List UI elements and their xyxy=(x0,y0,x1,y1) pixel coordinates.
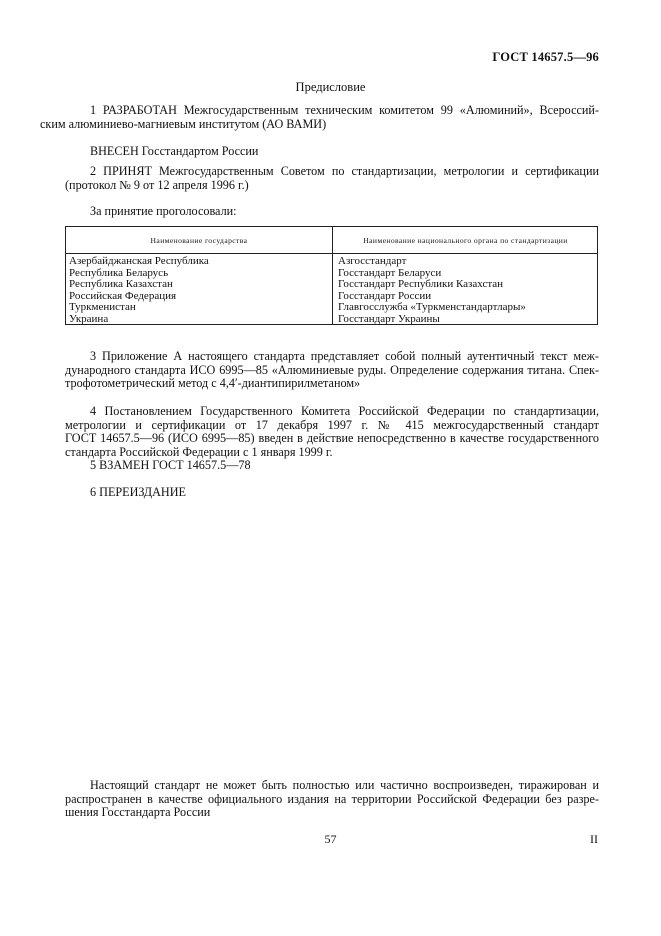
table-column-states xyxy=(69,256,327,326)
paragraph-2 xyxy=(65,165,599,192)
table-cell-state: Российская Федерация xyxy=(69,289,177,302)
paragraph-6: 6 ПЕРЕИЗДАНИЕ xyxy=(90,485,186,499)
page-number: 57 xyxy=(324,832,337,846)
page-roman-numeral: II xyxy=(590,832,598,846)
table-cell-body: Госстандарт Республики Казахстан xyxy=(338,278,504,291)
paragraph-2-line-2: (протокол № 9 от 12 апреля 1996 г.) xyxy=(65,177,249,192)
paragraph-4-line-3: ГОСТ 14657.5—96 (ИСО 6995—85) введен в действие непосредственно в качестве государственного xyxy=(65,431,599,446)
states-table xyxy=(65,226,598,325)
paragraph-vnesen: ВНЕСЕН Госстандартом России xyxy=(90,144,259,158)
paragraph-3-line-3: трофотометрический метод с 4,4′-диантипирилметаном» xyxy=(65,376,361,391)
table-column-bodies xyxy=(338,256,596,326)
table-cell-state: Туркменистан xyxy=(69,301,136,314)
table-header-body: Наименование национального органа по стандартизации xyxy=(363,236,568,245)
paragraph-2-line-1: 2 ПРИНЯТ Межгосударственным Советом по стандартизации, метрологии и сертификации xyxy=(90,164,599,178)
paragraph-3-line-2: дународного стандарта ИСО 6995—85 «Алюминиевые руды. Определение содержания титана. Спек- xyxy=(65,362,599,377)
paragraph-1 xyxy=(40,103,599,131)
paragraph-3-line-1: 3 Приложение А настоящего стандарта представляет собой полный аутентичный текст меж- xyxy=(90,349,599,363)
table-header-state: Наименование государства xyxy=(150,236,248,245)
standard-code-header: ГОСТ 14657.5—96 xyxy=(492,50,599,64)
paragraph-1-line-2: ским алюминиево-магниевым институтом (АО ВАМИ) xyxy=(40,116,327,131)
paragraph-4-line-2: метрологии и сертификации от 17 декабря 1997 г. № 415 межгосударственный стандарт xyxy=(65,417,599,432)
paragraph-4-line-1: 4 Постановлением Государственного Комитета Российской Федерации по стандартизации, xyxy=(90,404,599,418)
copyright-note xyxy=(65,779,599,820)
table-cell-state: Украина xyxy=(69,312,109,325)
table-cell-body: Госстандарт Беларуси xyxy=(338,266,442,279)
table-cell-body: Госстандарт Украины xyxy=(338,312,440,325)
table-column-divider xyxy=(332,227,333,324)
paragraph-voted: За принятие проголосовали: xyxy=(90,204,237,218)
table-cell-body: Азгосстандарт xyxy=(338,255,407,267)
paragraph-3 xyxy=(65,350,599,391)
table-cell-body: Госстандарт России xyxy=(338,289,432,302)
copyright-note-line-3: шения Госстандарта России xyxy=(65,805,211,820)
copyright-note-line-1: Настоящий стандарт не может быть полностью или частично воспроизведен, тиражирован и xyxy=(90,778,599,792)
paragraph-4 xyxy=(65,405,599,459)
paragraph-1-line-1: 1 РАЗРАБОТАН Межгосударственным техническим комитетом 99 «Алюминий», Всероссий- xyxy=(90,103,599,117)
table-cell-state: Республика Казахстан xyxy=(69,278,173,291)
preface-title: Предисловие xyxy=(295,80,366,94)
table-cell-state: Азербайджанская Республика xyxy=(69,255,209,267)
table-cell-state: Республика Беларусь xyxy=(69,266,169,279)
paragraph-4-line-4: стандарта Российской Федерации с 1 января 1999 г. xyxy=(65,444,333,459)
paragraph-5: 5 ВЗАМЕН ГОСТ 14657.5—78 xyxy=(90,458,251,472)
table-cell-body: Главгосслужба «Туркменстандартлары» xyxy=(338,301,526,314)
copyright-note-line-2: распространен в качестве официального издания на территории Российской Федерации без разре- xyxy=(65,791,599,806)
